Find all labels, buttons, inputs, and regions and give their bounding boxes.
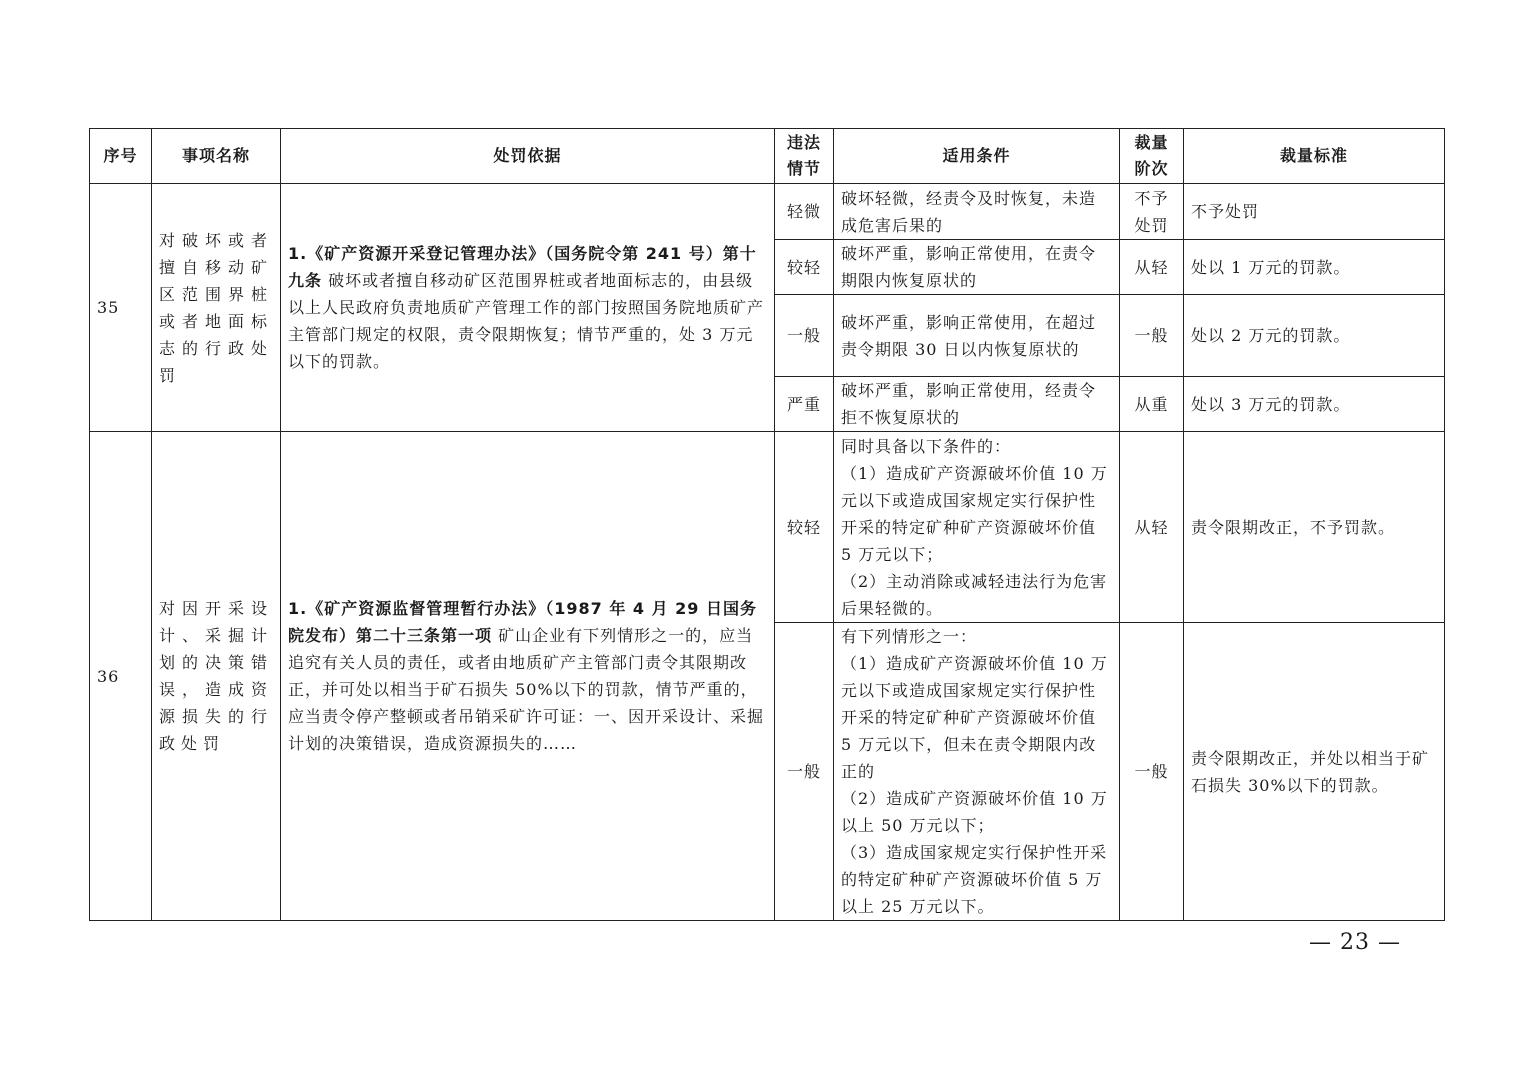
cell-standard: 责令限期改正，不予罚款。 bbox=[1184, 432, 1445, 623]
basis-article: 1.《矿产资源开采登记管理办法》（国务院令第 241 号）第十九条 bbox=[288, 244, 757, 290]
cell-level: 一般 bbox=[1120, 623, 1184, 921]
cell-seq: 36 bbox=[90, 432, 152, 921]
condition-line: （3）造成国家规定实行保护性开采的特定矿种矿产资源破坏价值 5 万以上 25 万元以下。 bbox=[841, 843, 1108, 916]
cell-standard: 责令限期改正，并处以相当于矿石损失 30%以下的罚款。 bbox=[1184, 623, 1445, 921]
condition-line: （1）造成矿产资源破坏价值 10 万元以下或造成国家规定实行保护性开采的特定矿种矿产资源破坏价值 5 万元以下； bbox=[841, 463, 1108, 564]
condition-line: （2）造成矿产资源破坏价值 10 万以上 50 万元以下； bbox=[841, 789, 1108, 835]
condition-line: 同时具备以下条件的： bbox=[841, 436, 1012, 456]
table-row bbox=[90, 184, 1445, 240]
cell-circumstance: 轻微 bbox=[775, 184, 834, 240]
cell-standard: 不予处罚 bbox=[1184, 184, 1445, 240]
cell-standard: 处以 1 万元的罚款。 bbox=[1184, 240, 1445, 295]
header-seq: 序号 bbox=[90, 129, 152, 184]
condition-line: 破坏轻微，经责令及时恢复，未造成危害后果的 bbox=[841, 188, 1097, 235]
cell-level: 不予处罚 bbox=[1120, 184, 1184, 240]
header-level: 裁量阶次 bbox=[1120, 129, 1184, 184]
header-basis: 处罚依据 bbox=[281, 129, 775, 184]
table-row bbox=[90, 432, 1445, 623]
condition-line: （2）主动消除或减轻违法行为危害后果轻微的。 bbox=[841, 571, 1108, 618]
condition-line: 有下列情形之一： bbox=[841, 627, 978, 646]
header-item: 事项名称 bbox=[152, 129, 281, 184]
basis-article: 1.《矿产资源监督管理暂行办法》（1987 年 4 月 29 日国务院发布）第二十三条第一项 bbox=[288, 599, 757, 645]
cell-item-name: 对因开采设计、采掘计划的决策错误，造成资源损失的行政处罚 bbox=[152, 432, 281, 921]
penalty-discretion-table bbox=[89, 128, 1445, 921]
cell-condition bbox=[834, 240, 1120, 295]
cell-condition bbox=[834, 432, 1120, 623]
cell-condition bbox=[834, 377, 1120, 432]
cell-condition bbox=[834, 623, 1120, 921]
cell-circumstance: 较轻 bbox=[775, 240, 834, 295]
cell-circumstance: 一般 bbox=[775, 623, 834, 921]
cell-standard: 处以 3 万元的罚款。 bbox=[1184, 377, 1445, 432]
penalty-table-container bbox=[89, 128, 1444, 921]
cell-level: 从轻 bbox=[1120, 432, 1184, 623]
condition-line: 破坏严重，影响正常使用，在超过责令期限 30 日以内恢复原状的 bbox=[841, 312, 1097, 359]
cell-level: 一般 bbox=[1120, 295, 1184, 377]
cell-level: 从轻 bbox=[1120, 240, 1184, 295]
cell-seq: 35 bbox=[90, 184, 152, 432]
cell-circumstance: 严重 bbox=[775, 377, 834, 432]
condition-line: （1）造成矿产资源破坏价值 10 万元以下或造成国家规定实行保护性开采的特定矿种矿产资源破坏价值 5 万元以下，但未在责令期限内改正的 bbox=[841, 654, 1108, 781]
cell-circumstance: 一般 bbox=[775, 295, 834, 377]
cell-item-name: 对破坏或者擅自移动矿区范围界桩或者地面标志的行政处罚 bbox=[152, 184, 281, 432]
cell-condition bbox=[834, 295, 1120, 377]
page-number: — 23 — bbox=[1309, 930, 1401, 955]
cell-basis bbox=[281, 432, 775, 921]
cell-level: 从重 bbox=[1120, 377, 1184, 432]
cell-condition bbox=[834, 184, 1120, 240]
cell-standard: 处以 2 万元的罚款。 bbox=[1184, 295, 1445, 377]
header-condition: 适用条件 bbox=[834, 129, 1120, 184]
condition-line: 破坏严重，影响正常使用，在责令期限内恢复原状的 bbox=[841, 244, 1097, 290]
header-standard: 裁量标准 bbox=[1184, 129, 1445, 184]
basis-text: 矿山企业有下列情形之一的，应当追究有关人员的责任，或者由地质矿产主管部门责令其限期改正，并可处以相当于矿石损失 50%以下的罚款，情节严重的，应当责令停产整顿或者吊销采矿许可证：一、因开采设计、采掘计划的决策错误，造成资源损失的…… bbox=[288, 626, 765, 753]
condition-line: 破坏严重，影响正常使用，经责令拒不恢复原状的 bbox=[841, 381, 1097, 427]
cell-basis bbox=[281, 184, 775, 432]
cell-circumstance: 较轻 bbox=[775, 432, 834, 623]
header-circumstance: 违法情节 bbox=[775, 129, 834, 184]
table-header-row bbox=[90, 129, 1445, 184]
basis-text: 破坏或者擅自移动矿区范围界桩或者地面标志的，由县级以上人民政府负责地质矿产管理工作的部门按照国务院地质矿产主管部门规定的权限，责令限期恢复；情节严重的，处 3 万元以下的罚款。 bbox=[288, 271, 765, 371]
